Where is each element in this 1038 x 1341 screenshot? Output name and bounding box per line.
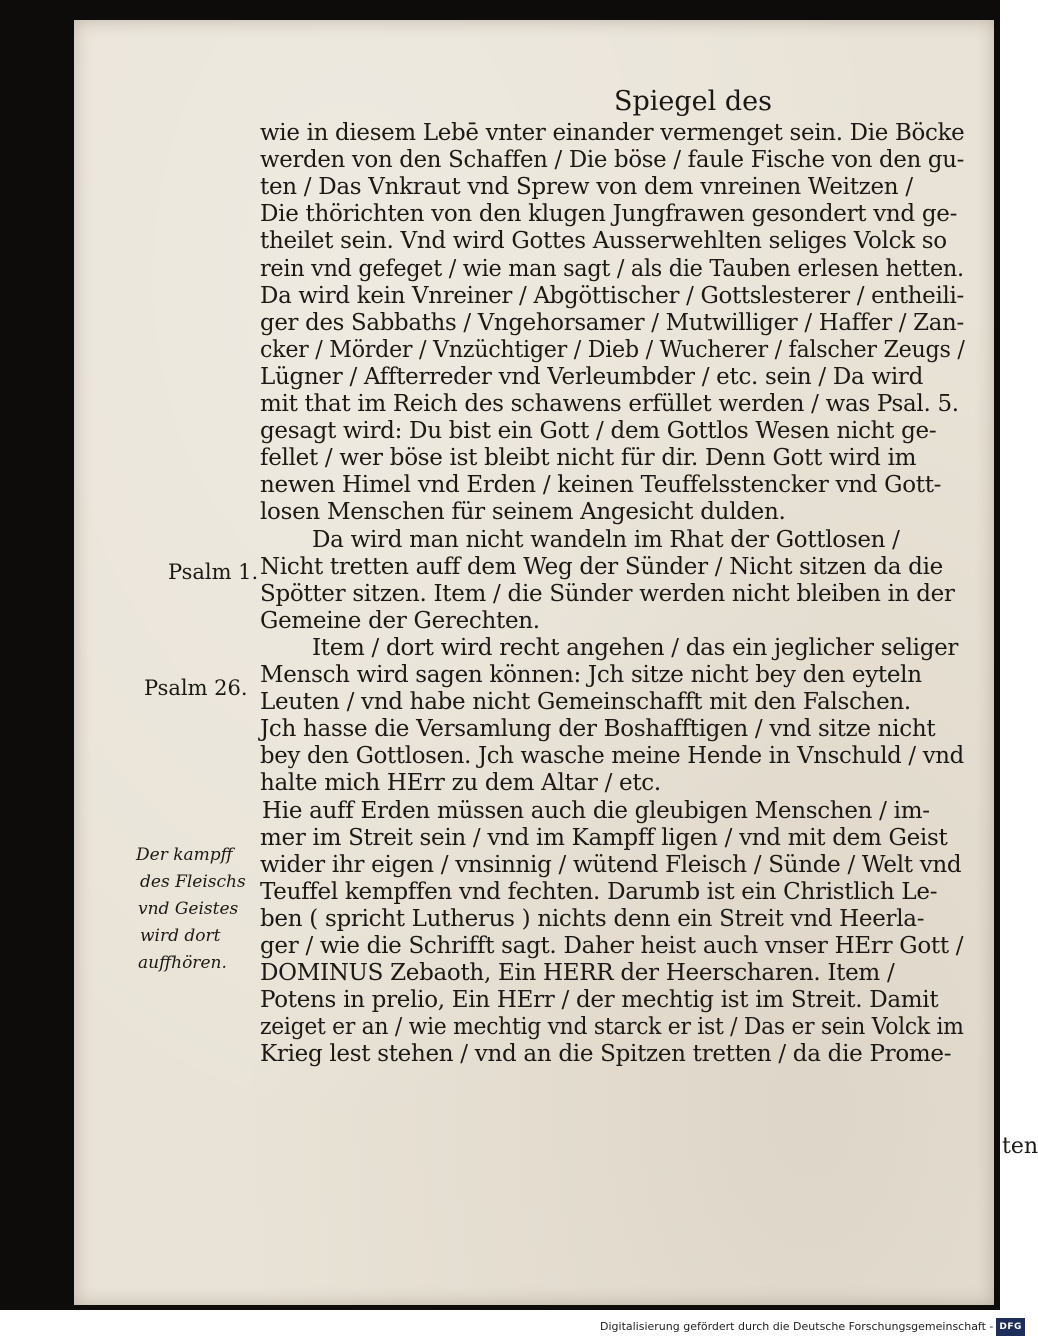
- body-line: Da wird kein Vnreiner / Abgöttischer / Gottslesterer / entheili-: [260, 282, 964, 309]
- body-line: halte mich HErr zu dem Altar / etc.: [260, 770, 661, 797]
- body-line: Item / dort wird recht angehen / das ein jeglicher seliger: [312, 634, 959, 661]
- body-line: Nicht tretten auff dem Weg der Sünder / Nicht sitzen da die: [260, 553, 943, 580]
- body-line: Gemeine der Gerechten.: [260, 607, 540, 634]
- body-line: wie in diesem Lebē vnter einander vermenget sein. Die Böcke: [260, 120, 965, 146]
- body-line: bey den Gottlosen. Jch wasche meine Hende in Vnschuld / vnd: [260, 743, 964, 770]
- body-line: Teuffel kempffen vnd fechten. Darumb ist ein Christlich Le-: [260, 878, 938, 905]
- margin-gloss-line: auffhören.: [138, 953, 227, 973]
- margin-gloss-line: vnd Geistes: [138, 899, 239, 919]
- body-line: fellet / wer böse ist bleibt nicht für dir. Denn Gott wird im: [260, 445, 917, 472]
- body-line: gesagt wird: Du bist ein Gott / dem Gottlos Wesen nicht ge-: [260, 418, 937, 445]
- margin-gloss-line: des Fleischs: [140, 872, 246, 892]
- body-line: ger / wie die Schrifft sagt. Daher heist auch vnser HErr Gott /: [260, 933, 964, 959]
- margin-gloss-line: wird dort: [140, 926, 221, 946]
- footer-text: Digitalisierung gefördert durch die Deutsche Forschungsgemeinschaft -: [600, 1320, 994, 1333]
- body-line: ben ( spricht Lutherus ) nichts denn ein Streit vnd Heerla-: [260, 905, 925, 932]
- body-line: DOMINUS Zebaoth, Ein HERR der Heerscharen. Item /: [260, 960, 895, 987]
- body-line: Lügner / Affterreder vnd Verleumbder / etc. sein / Da wird: [260, 363, 924, 390]
- body-line: mer im Streit sein / vnd im Kampff ligen / vnd mit dem Geist: [260, 824, 948, 851]
- body-line: cker / Mörder / Vnzüchtiger / Dieb / Wucherer / falscher Zeugs /: [260, 336, 965, 363]
- body-line: Jch hasse die Versamlung der Boshafftigen / vnd sitze nicht: [260, 716, 936, 743]
- body-line: ger des Sabbaths / Vngehorsamer / Mutwilliger / Haffer / Zan-: [260, 309, 964, 336]
- body-line: werden von den Schaffen / Die böse / faule Fische von den gu-: [260, 147, 965, 174]
- body-line: Da wird man nicht wandeln im Rhat der Gottlosen /: [312, 526, 900, 553]
- body-line: losen Menschen für seinem Angesicht dulden.: [260, 499, 786, 526]
- body-line: rein vnd gefeget / wie man sagt / als die Tauben erlesen hetten.: [260, 255, 964, 282]
- body-line: wider ihr eigen / vnsinnig / wütend Fleisch / Sünde / Welt vnd: [260, 851, 962, 878]
- body-line: Leuten / vnd habe nicht Gemeinschafft mit den Falschen.: [260, 689, 911, 716]
- body-line: Mensch wird sagen können: Jch sitze nicht bey den eyteln: [260, 662, 922, 688]
- body-line: Spötter sitzen. Item / die Sünder werden nicht bleiben in der: [260, 580, 955, 607]
- book-page: [74, 20, 1038, 1305]
- margin-gloss-line: Der kampff: [136, 845, 233, 865]
- body-line: Potens in prelio, Ein HErr / der mechtig ist im Streit. Damit: [260, 987, 939, 1014]
- catchword: ten: [1002, 1134, 1038, 1159]
- running-head: Spiegel des: [614, 86, 772, 117]
- margin-note-psalm-1: Psalm 1.: [168, 560, 259, 584]
- body-line: ten / Das Vnkraut vnd Sprew von dem vnreinen Weitzen /: [260, 174, 913, 201]
- body-line: Hie auff Erden müssen auch die gleubigen Menschen / im-: [262, 797, 930, 824]
- body-line: Krieg lest stehen / vnd an die Spitzen tretten / da die Prome-: [260, 1041, 952, 1068]
- body-line: mit that im Reich des schawens erfüllet werden / was Psal. 5.: [260, 391, 959, 417]
- body-line: Die thörichten von den klugen Jungfrawen gesondert vnd ge-: [260, 201, 958, 228]
- body-line: zeiget er an / wie mechtig vnd starck er ist / Das er sein Volck im: [260, 1014, 964, 1041]
- body-line: theilet sein. Vnd wird Gottes Ausserwehlten seliges Volck so: [260, 228, 947, 255]
- body-line: newen Himel vnd Erden / keinen Teuffelsstencker vnd Gott-: [260, 472, 942, 499]
- dfg-footer: [600, 1318, 1025, 1336]
- margin-note-psalm-26: Psalm 26.: [144, 676, 248, 700]
- dfg-logo: DFG: [996, 1318, 1025, 1336]
